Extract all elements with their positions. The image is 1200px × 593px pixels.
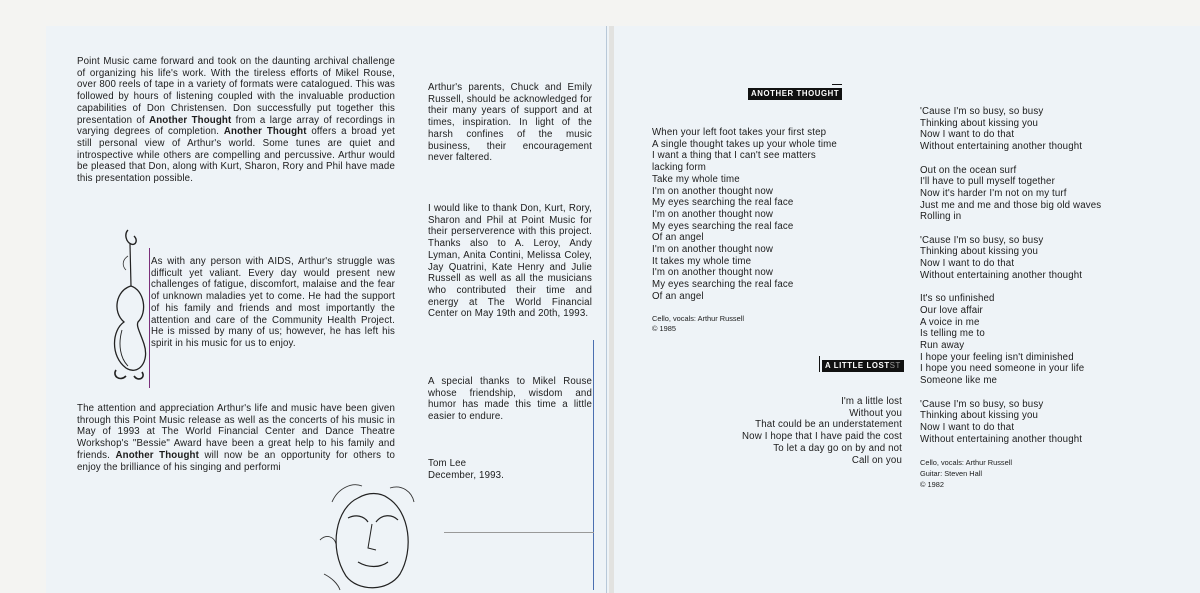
lyric-line: Of an angel bbox=[652, 290, 704, 302]
lyric-line: Without entertaining another thought bbox=[920, 141, 1083, 153]
lyric-line: I'll have to pull myself together bbox=[920, 176, 1055, 188]
lyric-line: Take my whole time bbox=[652, 173, 740, 185]
lyric-line: When your left foot takes your first step bbox=[652, 127, 827, 138]
lyric-line: Thinking about kissing you bbox=[920, 410, 1039, 422]
lyric-line: I want a thing that I can't see matters bbox=[652, 150, 816, 162]
stanza-gap bbox=[920, 282, 1101, 294]
lyric-line: Without entertaining another thought bbox=[920, 269, 1083, 281]
lyric-line: I hope you need someone in your life bbox=[920, 363, 1085, 375]
special-thanks-paragraph: A special thanks to Mikel Rouse whose friendship, wisdom and humor has made this time a little easier to endure. bbox=[428, 376, 592, 423]
lyric-line: A voice in me bbox=[920, 316, 980, 328]
lyric-line: It takes my whole time bbox=[652, 255, 752, 267]
album-title-bold: Another Thought bbox=[115, 449, 199, 461]
title-rule bbox=[832, 84, 842, 85]
lyric-line: Thinking about kissing you bbox=[920, 246, 1039, 258]
lyric-line: Rolling in bbox=[920, 211, 962, 223]
lyric-line: My eyes searching the real face bbox=[652, 279, 794, 291]
lyric-line: It's so unfinished bbox=[920, 293, 995, 305]
stanza-gap bbox=[920, 223, 1101, 235]
accent-vertical-line bbox=[593, 340, 594, 590]
intro-paragraph: Point Music came forward and took on the daunting archival challenge of organizing his life's work. With the tireless efforts of Mikel Rouse, over 800 reels of tape in a variety of formats were catalogued. This was followed by hours of listening coupled with the invaluable production capabilities of Don Christensen. Don successfully put together this presentation of Another Thought from a large array of recordings in varying degrees of completion. Another Thought offers a broad yet still personal view of Arthur's world. Some tunes are quiet and introspective while others are compelling and percussive. Arthur would be pleased that Don, along with Kurt, Sharon, Rory and Phil have made this presentation possible. bbox=[77, 56, 396, 185]
lyric-line: Out on the ocean surf bbox=[920, 164, 1017, 176]
lyric-line: Is telling me to bbox=[920, 328, 985, 340]
lyric-line: Our love affair bbox=[920, 304, 983, 316]
lyric-line: Of an angel bbox=[652, 232, 704, 244]
accent-vertical-line bbox=[149, 248, 150, 388]
lyric-line: To let a day go on by and not bbox=[773, 442, 902, 454]
gutter-edge-line bbox=[606, 26, 607, 593]
lyric-line: Now I want to do that bbox=[920, 421, 1015, 433]
album-title-bold: Another Thought bbox=[223, 126, 307, 138]
thanks-paragraph: I would like to thank Don, Kurt, Rory, Sharon and Phil at Point Music for their perserverence with this project. Thanks also to A. Leroy, Andy Lyman, Anita Contini, Melissa Coley, Jay Quatrini, Kate Henry and Julie Russell as well as all the musicians who contributed their time and energy at The World Financial Center on May 19th and 20th, 1993. bbox=[428, 203, 592, 320]
lyric-line: I'm a little lost bbox=[841, 396, 902, 407]
lyric-line: Now I hope that I have paid the cost bbox=[742, 431, 902, 443]
lyric-line: 'Cause I'm so busy, so busy bbox=[920, 106, 1044, 117]
lyric-line: I'm on another thought now bbox=[652, 185, 774, 197]
stanza-gap bbox=[920, 387, 1101, 399]
lyric-line: I hope your feeling isn't diminished bbox=[920, 351, 1074, 363]
lyric-line: Without you bbox=[849, 407, 902, 419]
lyric-line: Just me and me and those big old waves bbox=[920, 199, 1102, 211]
attention-paragraph: The attention and appreciation Arthur's life and music have been given through this Point Music release as well as the concerts of his music in May of 1993 at The World Financial Center and Dance Theatre Workshop's "Bessie" Award have been a great help to his family and friends. Another Thought will now be an opportunity for others to enjoy the brilliance of his singing and performi bbox=[77, 403, 396, 473]
lyric-line: lacking form bbox=[652, 162, 707, 174]
lyric-line: I'm on another thought now bbox=[652, 267, 774, 279]
lyric-line: My eyes searching the real face bbox=[652, 220, 794, 232]
lyric-line: Run away bbox=[920, 340, 965, 352]
song-title-a-little-lost: A LITTLE LOSTST bbox=[822, 360, 904, 372]
bottom-rule bbox=[444, 532, 594, 533]
stanza-gap bbox=[920, 153, 1101, 165]
title-marker-line bbox=[819, 356, 820, 372]
lyric-line: Thinking about kissing you bbox=[920, 117, 1039, 129]
parents-paragraph: Arthur's parents, Chuck and Emily Russell, should be acknowledged for their many years of support and at times, inspiration. In light of the harsh confines of the music business, their encouragement never faltered. bbox=[428, 82, 592, 164]
lyric-line: My eyes searching the real face bbox=[652, 197, 794, 209]
lyric-line: Without entertaining another thought bbox=[920, 433, 1083, 445]
song-credit: Cello, vocals: Arthur Russell bbox=[920, 458, 1013, 467]
lyric-line: Call on you bbox=[851, 454, 902, 466]
song-credit: Cello, vocals: Arthur Russell bbox=[652, 314, 745, 323]
signature-date: December, 1993. bbox=[428, 470, 505, 481]
song-copyright: © 1985 bbox=[652, 324, 676, 333]
lyric-line: A single thought takes up your whole time bbox=[652, 138, 837, 150]
song-copyright: © 1982 bbox=[920, 480, 944, 489]
right-page bbox=[614, 26, 1200, 593]
cello-drawing bbox=[98, 226, 150, 386]
lyric-line: I'm on another thought now bbox=[652, 208, 774, 220]
song-lyrics-a-little-lost bbox=[700, 396, 902, 466]
aids-paragraph: As with any person with AIDS, Arthur's struggle was difficult yet valiant. Every day would present new challenges of fatigue, discomfort, malaise and the fear of unknown maladies yet to come. He had the support of his family and friends and most importantly the attention and care of the Community Health Project. He is missed by many of us; however, he has left his spirit in his music for us to enjoy. bbox=[151, 256, 395, 349]
lyric-line: 'Cause I'm so busy, so busy bbox=[920, 234, 1044, 246]
lyric-line: I'm on another thought now bbox=[652, 244, 774, 256]
lyric-line: Now it's harder I'm not on my turf bbox=[920, 187, 1067, 199]
lyric-line: Now I want to do that bbox=[920, 129, 1015, 141]
lyric-line: Now I want to do that bbox=[920, 258, 1015, 270]
song-credit-guitar: Guitar: Steven Hall bbox=[920, 469, 983, 478]
song-title-another-thought: ANOTHER THOUGHT bbox=[748, 88, 842, 100]
lyric-line: 'Cause I'm so busy, so busy bbox=[920, 398, 1044, 410]
lyric-line: That could be an understatement bbox=[755, 419, 902, 431]
song-lyrics-a-little-lost-continued bbox=[920, 106, 1101, 445]
album-title-bold: Another Thought bbox=[149, 114, 232, 126]
face-sketch-drawing bbox=[318, 478, 428, 593]
lyric-line: Someone like me bbox=[920, 375, 998, 387]
song-lyrics-another-thought bbox=[652, 127, 837, 303]
signature-name: Tom Lee bbox=[428, 458, 467, 469]
